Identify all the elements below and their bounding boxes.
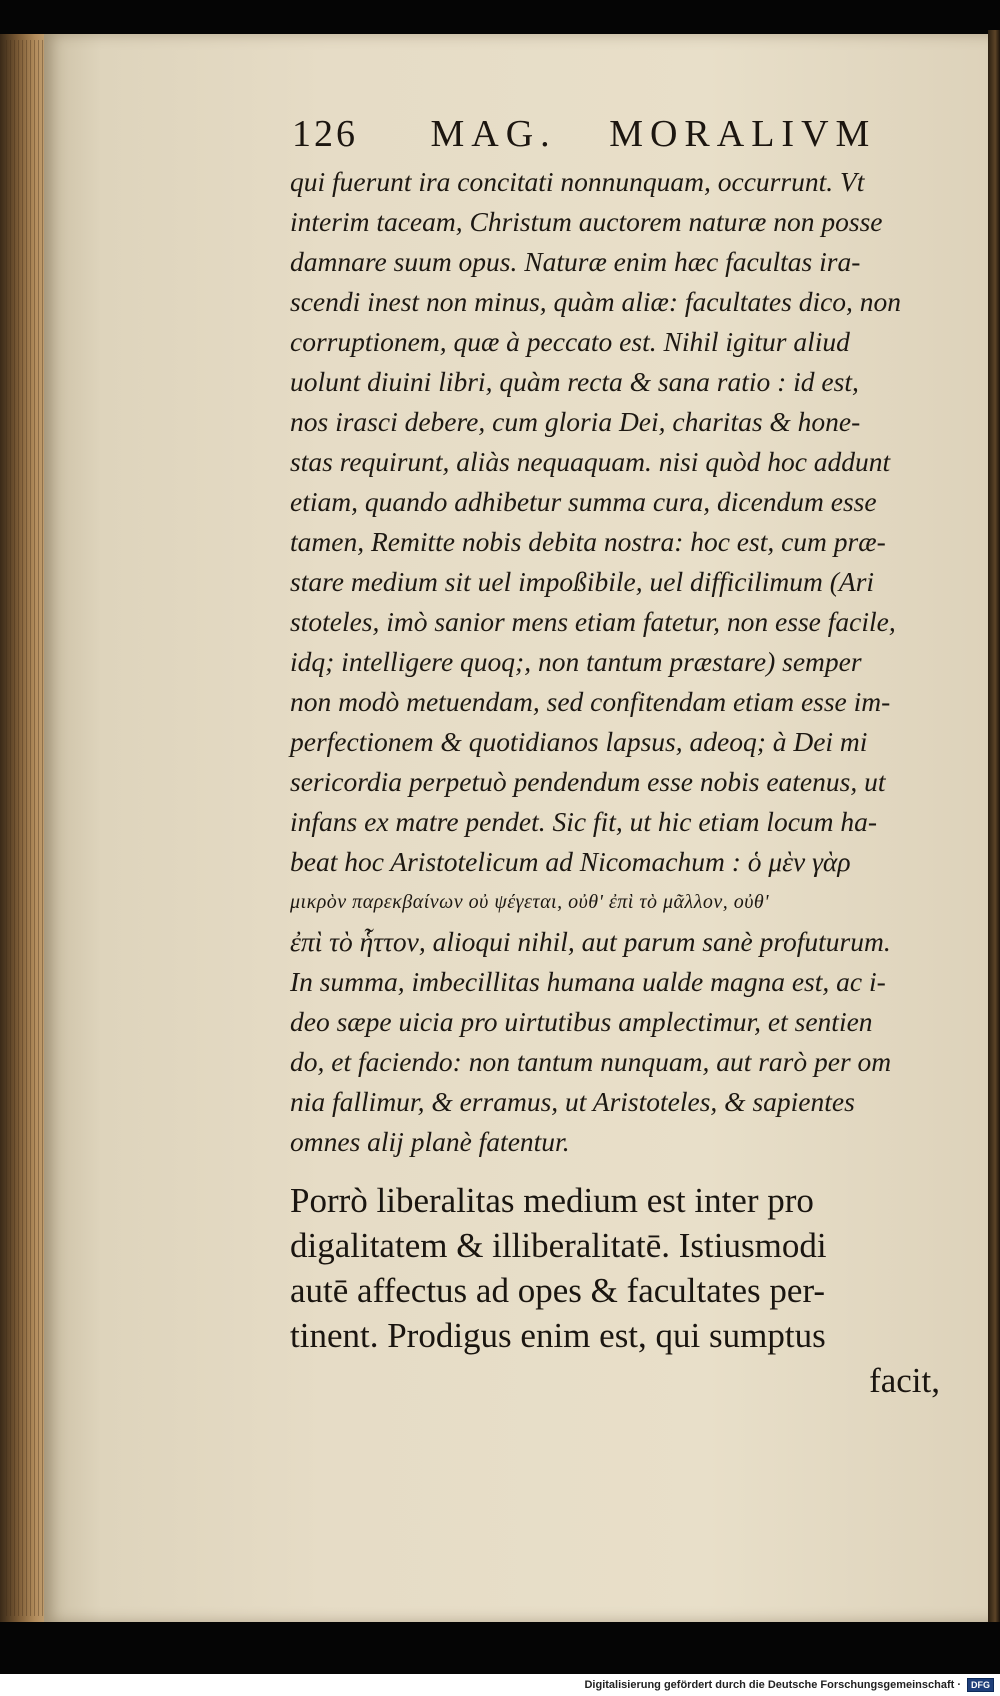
scan-top-border xyxy=(0,0,1000,34)
text-line: uolunt diuini libri, quàm recta & sana ratio : id est, xyxy=(290,366,859,397)
text-line: beat hoc Aristotelicum ad Nicomachum : ὁ μὲν γὰρ xyxy=(290,846,851,877)
text-line: nia fallimur, & erramus, ut Aristoteles, & sapientes xyxy=(290,1086,855,1117)
text-line: stoteles, imò sanior mens etiam fatetur, non esse facile, xyxy=(290,606,896,637)
digitization-footer xyxy=(0,1674,1000,1696)
text-line: Porrò liberalitas medium est inter pro xyxy=(290,1181,814,1220)
text-line: qui fuerunt ira concitati nonnunquam, occurrunt. Vt xyxy=(290,166,865,197)
funding-notice: Digitalisierung gefördert durch die Deutsche Forschungsgemeinschaft · xyxy=(584,1679,961,1691)
text-line: damnare suum opus. Naturæ enim hæc facultas ira- xyxy=(290,246,861,277)
text-line: nos irasci debere, cum gloria Dei, charitas & hone- xyxy=(290,406,861,437)
text-line: ἐπὶ τὸ ἧττον, alioqui nihil, aut parum sanè profuturum. xyxy=(290,926,891,957)
text-line: perfectionem & quotidianos lapsus, adeoq; à Dei mi xyxy=(290,726,868,757)
text-line: do, et faciendo: non tantum nunquam, aut rarò per om xyxy=(290,1046,892,1077)
book-gutter-shadow xyxy=(988,30,1000,1626)
text-line: interim taceam, Christum auctorem naturæ non posse xyxy=(290,206,883,237)
text-line: etiam, quando adhibetur summa cura, dicendum esse xyxy=(290,486,877,517)
text-line: In summa, imbecillitas humana ualde magna est, ac i- xyxy=(290,966,886,997)
page-number: 126 xyxy=(292,113,358,155)
text-line: idq; intelligere quoq;, non tantum præstare) semper xyxy=(290,646,862,677)
catchword: facit, xyxy=(869,1361,940,1400)
roman-main-text-block xyxy=(290,1178,950,1403)
text-line: infans ex matre pendet. Sic fit, ut hic etiam locum ha- xyxy=(290,806,878,837)
text-line: corruptionem, quæ à peccato est. Nihil igitur aliud xyxy=(290,326,850,357)
text-line: stare medium sit uel impoßibile, uel difficilimum (Ari xyxy=(290,566,875,597)
text-line: non modò metuendam, sed confitendam etiam esse im- xyxy=(290,686,891,717)
scan-bottom-border xyxy=(0,1622,1000,1674)
text-line: sericordia perpetuò pendendum esse nobis eatenus, ut xyxy=(290,766,886,797)
text-line: omnes alij planè fatentur. xyxy=(290,1126,570,1157)
text-line: digalitatem & illiberalitatē. Istiusmodi xyxy=(290,1226,827,1265)
book-page-edge-lines xyxy=(6,40,44,1616)
italic-commentary-block xyxy=(290,162,950,1162)
running-header xyxy=(292,112,892,158)
text-line: tinent. Prodigus enim est, qui sumptus xyxy=(290,1316,826,1355)
greek-text-line: μικρὸν παρεκβαίνων οὐ ψέγεται, οὐθ' ἐπὶ τὸ μᾶλλον, οὐθ' xyxy=(290,891,770,913)
text-line: autē affectus ad opes & facultates per- xyxy=(290,1271,826,1310)
text-line: deo sæpe uicia pro uirtutibus amplectimur, et sentien xyxy=(290,1006,873,1037)
running-head-part-1: MAG. xyxy=(430,113,557,155)
text-line: tamen, Remitte nobis debita nostra: hoc est, cum præ- xyxy=(290,526,886,557)
dfg-logo-icon: DFG xyxy=(967,1678,994,1692)
text-line: stas requirunt, aliàs nequaquam. nisi quòd hoc addunt xyxy=(290,446,891,477)
text-line: scendi inest non minus, quàm aliæ: facultates dico, non xyxy=(290,286,902,317)
running-head-part-2: MORALIVM xyxy=(609,113,877,155)
